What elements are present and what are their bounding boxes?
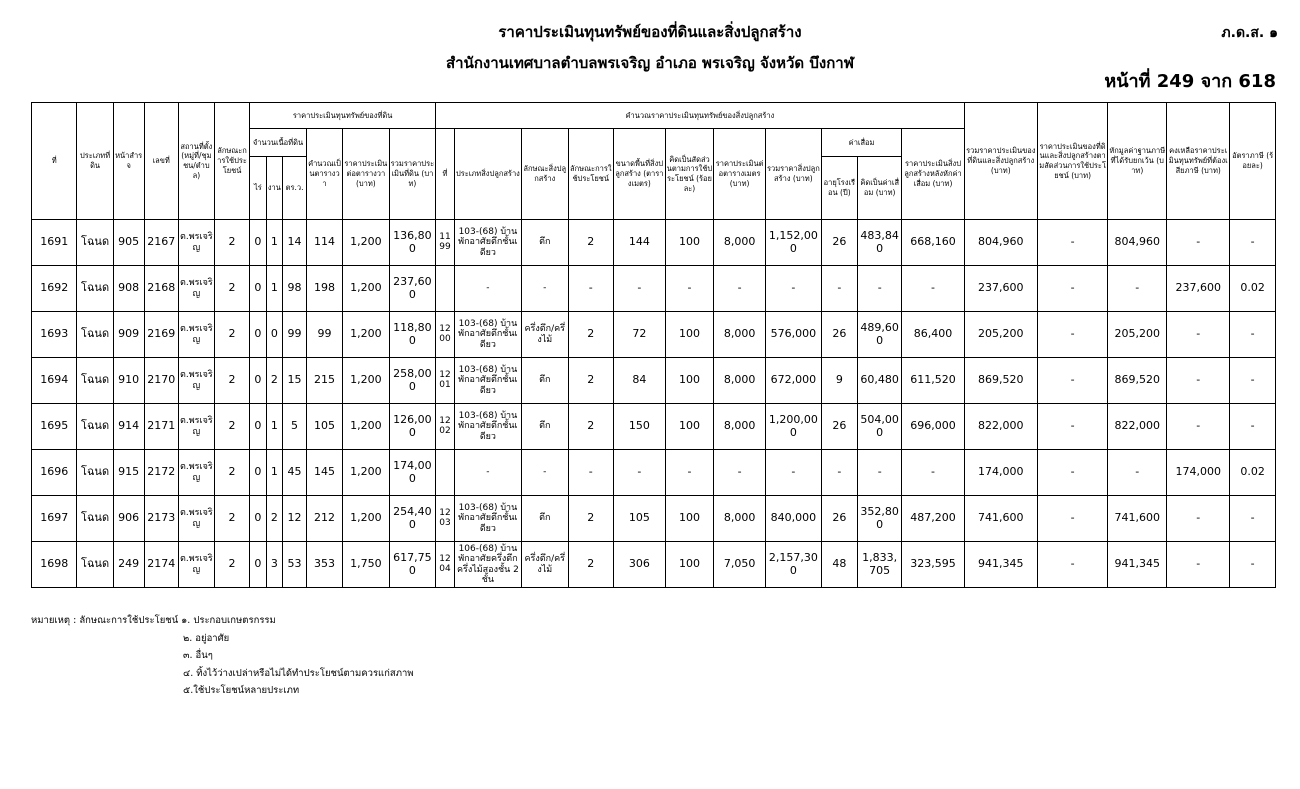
table-row [32, 450, 1276, 496]
cell-rate: - [1230, 312, 1276, 358]
cell-b-no: 1204 [436, 542, 455, 588]
cell-rai: 0 [250, 450, 267, 496]
form-code: ภ.ด.ส. ๑ [1221, 25, 1278, 41]
cell-calc: 114 [306, 220, 342, 266]
cell-b-no: 1201 [436, 358, 455, 404]
cell-b-usage: 2 [568, 220, 613, 266]
cell-usage: 2 [214, 404, 249, 450]
col-b-type: ประเภทสิ่งปลูกสร้าง [454, 129, 521, 220]
cell-b-type: - [454, 450, 521, 496]
cell-by-usage: - [1037, 496, 1107, 542]
cell-b-type: 103-(68) บ้านพักอาศัยตึกชั้นเดียว [454, 496, 521, 542]
cell-ngan: 1 [266, 220, 283, 266]
col-b-age: อายุโรงเรือน (ปี) [821, 157, 857, 220]
cell-b-total: 672,000 [765, 358, 821, 404]
cell-no: 1691 [32, 220, 77, 266]
cell-by-usage: - [1037, 312, 1107, 358]
cell-calc: 353 [306, 542, 342, 588]
cell-calc: 105 [306, 404, 342, 450]
cell-b-type: 106-(68) บ้านพักอาศัยครึ่งตึกครึ่งไม้สองชั้น 2ชั้น [454, 542, 521, 588]
cell-deduction: - [1108, 266, 1167, 312]
cell-page: 910 [113, 358, 144, 404]
col-page-survey: หน้าสำรจ [113, 103, 144, 220]
col-b-price-sqm: ราคาประเมินต่อตารางเมตร (บาท) [714, 129, 766, 220]
cell-b-after: - [902, 266, 964, 312]
cell-b-area: 84 [614, 358, 666, 404]
cell-b-usage: 2 [568, 496, 613, 542]
cell-b-after: 611,520 [902, 358, 964, 404]
col-b-after-dep: ราคาประเมินสิ่งปลูกสร้างหลังหักค่าเสื่อม (บาท) [902, 129, 964, 220]
cell-land-type: โฉนด [77, 450, 113, 496]
col-usage: ลักษณะการใช้ประโยชน์ [214, 103, 249, 220]
cell-b-area: 105 [614, 496, 666, 542]
cell-page: 905 [113, 220, 144, 266]
cell-b-area: - [614, 266, 666, 312]
cell-b-type: 103-(68) บ้านพักอาศัยตึกชั้นเดียว [454, 220, 521, 266]
cell-rate: - [1230, 496, 1276, 542]
notes-item: ๕.ใช้ประโยชน์หลายประเภท [183, 685, 300, 696]
cell-b-usage: 2 [568, 404, 613, 450]
cell-calc: 99 [306, 312, 342, 358]
cell-total: 941,345 [964, 542, 1037, 588]
cell-b-ratio: 100 [665, 496, 714, 542]
cell-b-usage: 2 [568, 542, 613, 588]
cell-land-total: 136,800 [389, 220, 436, 266]
cell-b-total: 840,000 [765, 496, 821, 542]
cell-b-age: - [821, 266, 857, 312]
cell-b-total: 576,000 [765, 312, 821, 358]
cell-b-no: 1199 [436, 220, 455, 266]
cell-ngan: 1 [266, 450, 283, 496]
cell-ngan: 0 [266, 312, 283, 358]
col-calc-sqwa: คำนวณเป็นตารางวา [306, 129, 342, 220]
cell-remaining: - [1167, 496, 1230, 542]
cell-sqwa: 45 [283, 450, 307, 496]
cell-remaining: - [1167, 404, 1230, 450]
cell-number: 2171 [144, 404, 178, 450]
cell-price: 1,200 [343, 266, 390, 312]
cell-sqwa: 99 [283, 312, 307, 358]
cell-b-dep: 60,480 [857, 358, 901, 404]
cell-b-price: 8,000 [714, 312, 766, 358]
col-b-total: รวมราคาสิ่งปลูกสร้าง (บาท) [765, 129, 821, 220]
cell-b-after: - [902, 450, 964, 496]
col-tax-rate: อัตราภาษี (ร้อยละ) [1230, 103, 1276, 220]
cell-rate: - [1230, 542, 1276, 588]
cell-b-age: 9 [821, 358, 857, 404]
cell-page: 914 [113, 404, 144, 450]
cell-number: 2172 [144, 450, 178, 496]
cell-b-dep: - [857, 450, 901, 496]
cell-b-dep: 483,840 [857, 220, 901, 266]
cell-b-after: 323,595 [902, 542, 964, 588]
cell-no: 1693 [32, 312, 77, 358]
cell-price: 1,200 [343, 358, 390, 404]
col-b-kind: ลักษณะสิ่งปลูกสร้าง [522, 129, 569, 220]
page-info: หน้าที่ 249 จาก 618 [1104, 71, 1276, 92]
table-row [32, 542, 1276, 588]
cell-usage: 2 [214, 312, 249, 358]
cell-b-price: - [714, 266, 766, 312]
cell-rate: - [1230, 220, 1276, 266]
cell-sqwa: 98 [283, 266, 307, 312]
cell-b-age: 26 [821, 404, 857, 450]
assessment-table [31, 102, 1276, 588]
table-row [32, 496, 1276, 542]
col-land-type: ประเภทที่ดิน [77, 103, 113, 220]
cell-deduction: 869,520 [1108, 358, 1167, 404]
col-no: ที่ [32, 103, 77, 220]
table-row [32, 220, 1276, 266]
cell-remaining: - [1167, 358, 1230, 404]
cell-b-kind: ตึก [522, 496, 569, 542]
cell-b-ratio: - [665, 450, 714, 496]
notes-item: ๓. อื่นๆ [183, 650, 213, 661]
cell-ngan: 1 [266, 404, 283, 450]
cell-b-kind: - [522, 450, 569, 496]
cell-b-ratio: - [665, 266, 714, 312]
cell-page: 909 [113, 312, 144, 358]
col-b-ratio: คิดเป็นสัดส่วนตามการใช้ประโยชน์ (ร้อยละ) [665, 129, 714, 220]
cell-b-age: 48 [821, 542, 857, 588]
cell-land-total: 118,800 [389, 312, 436, 358]
table-row [32, 266, 1276, 312]
cell-b-no [436, 266, 455, 312]
cell-by-usage: - [1037, 220, 1107, 266]
cell-b-area: 150 [614, 404, 666, 450]
cell-land-total: 237,600 [389, 266, 436, 312]
cell-b-kind: ตึก [522, 220, 569, 266]
cell-total: 174,000 [964, 450, 1037, 496]
cell-deduction: 822,000 [1108, 404, 1167, 450]
cell-rai: 0 [250, 404, 267, 450]
col-by-usage: ราคาประเมินของที่ดินและสิ่งปลูกสร้างตามสัดส่วนการใช้ประโยชน์ (บาท) [1037, 103, 1107, 220]
cell-location: ต.พรเจริญ [178, 266, 214, 312]
cell-by-usage: - [1037, 266, 1107, 312]
cell-b-dep: 1,833,705 [857, 542, 901, 588]
cell-price: 1,200 [343, 496, 390, 542]
cell-b-kind: ครึ่งตึก/ครึ่งไม้ [522, 542, 569, 588]
cell-sqwa: 15 [283, 358, 307, 404]
cell-by-usage: - [1037, 358, 1107, 404]
cell-deduction: 205,200 [1108, 312, 1167, 358]
cell-no: 1695 [32, 404, 77, 450]
cell-remaining: - [1167, 220, 1230, 266]
cell-rai: 0 [250, 312, 267, 358]
cell-rate: - [1230, 358, 1276, 404]
cell-by-usage: - [1037, 404, 1107, 450]
cell-remaining: - [1167, 542, 1230, 588]
cell-land-type: โฉนด [77, 266, 113, 312]
cell-b-after: 696,000 [902, 404, 964, 450]
cell-location: ต.พรเจริญ [178, 404, 214, 450]
cell-b-after: 668,160 [902, 220, 964, 266]
col-number: เลขที่ [144, 103, 178, 220]
report-title: ราคาประเมินทุนทรัพย์ของที่ดินและสิ่งปลูกสร้าง [498, 23, 802, 41]
notes-label: หมายเหตุ : ลักษณะการใช้ประโยชน์ [31, 615, 179, 626]
cell-b-price: 8,000 [714, 404, 766, 450]
cell-location: ต.พรเจริญ [178, 312, 214, 358]
cell-no: 1694 [32, 358, 77, 404]
cell-b-ratio: 100 [665, 312, 714, 358]
cell-no: 1697 [32, 496, 77, 542]
cell-total: 741,600 [964, 496, 1037, 542]
cell-land-type: โฉนด [77, 496, 113, 542]
cell-rai: 0 [250, 358, 267, 404]
cell-number: 2174 [144, 542, 178, 588]
cell-total: 869,520 [964, 358, 1037, 404]
cell-b-age: 26 [821, 312, 857, 358]
cell-total: 822,000 [964, 404, 1037, 450]
cell-land-total: 254,400 [389, 496, 436, 542]
cell-price: 1,200 [343, 404, 390, 450]
col-group-area: จำนวนเนื้อที่ดิน [250, 129, 307, 157]
cell-b-no: 1202 [436, 404, 455, 450]
cell-b-area: 144 [614, 220, 666, 266]
table-body [32, 220, 1276, 588]
cell-no: 1692 [32, 266, 77, 312]
col-b-dep: คิดเป็นค่าเสื่อม (บาท) [857, 157, 901, 220]
cell-number: 2167 [144, 220, 178, 266]
cell-b-usage: - [568, 450, 613, 496]
cell-b-area: - [614, 450, 666, 496]
cell-sqwa: 5 [283, 404, 307, 450]
cell-deduction: 804,960 [1108, 220, 1167, 266]
cell-land-type: โฉนด [77, 220, 113, 266]
cell-b-dep: - [857, 266, 901, 312]
cell-page: 908 [113, 266, 144, 312]
cell-price: 1,200 [343, 312, 390, 358]
col-land-total: รวมราคาประเมินที่ดิน (บาท) [389, 129, 436, 220]
col-price-per-sqwa: ราคาประเมินต่อตารางวา (บาท) [343, 129, 390, 220]
cell-location: ต.พรเจริญ [178, 496, 214, 542]
cell-b-type: - [454, 266, 521, 312]
cell-page: 249 [113, 542, 144, 588]
col-group-depreciation: ค่าเสื่อม [821, 129, 902, 157]
cell-b-price: 8,000 [714, 358, 766, 404]
cell-price: 1,200 [343, 450, 390, 496]
cell-b-area: 72 [614, 312, 666, 358]
cell-no: 1698 [32, 542, 77, 588]
cell-b-kind: ตึก [522, 358, 569, 404]
cell-deduction: - [1108, 450, 1167, 496]
cell-land-total: 126,000 [389, 404, 436, 450]
cell-usage: 2 [214, 220, 249, 266]
col-ngan: งาน [266, 157, 283, 220]
cell-page: 906 [113, 496, 144, 542]
cell-calc: 198 [306, 266, 342, 312]
cell-b-kind: ครึ่งตึก/ครึ่งไม้ [522, 312, 569, 358]
cell-b-ratio: 100 [665, 220, 714, 266]
cell-usage: 2 [214, 450, 249, 496]
cell-usage: 2 [214, 496, 249, 542]
notes-item: ๔. ทิ้งไว้ว่างเปล่าหรือไม่ได้ทำประโยชน์ตามควรแก่สภาพ [183, 667, 414, 679]
cell-deduction: 941,345 [1108, 542, 1167, 588]
cell-ngan: 2 [266, 496, 283, 542]
table-row [32, 404, 1276, 450]
cell-location: ต.พรเจริญ [178, 450, 214, 496]
col-rai: ไร่ [250, 157, 267, 220]
col-sqwa: ตร.ว. [283, 157, 307, 220]
cell-b-usage: 2 [568, 312, 613, 358]
notes-item: ๑. ประกอบเกษตรกรรม [181, 615, 276, 626]
cell-b-total: - [765, 450, 821, 496]
cell-total: 205,200 [964, 312, 1037, 358]
cell-rate: - [1230, 404, 1276, 450]
cell-usage: 2 [214, 542, 249, 588]
cell-b-age: 26 [821, 220, 857, 266]
cell-remaining: - [1167, 312, 1230, 358]
cell-number: 2168 [144, 266, 178, 312]
cell-location: ต.พรเจริญ [178, 220, 214, 266]
col-b-usage: ลักษณะการใช้ประโยชน์ [568, 129, 613, 220]
cell-ngan: 3 [266, 542, 283, 588]
cell-calc: 215 [306, 358, 342, 404]
cell-b-total: 1,152,000 [765, 220, 821, 266]
cell-b-price: - [714, 450, 766, 496]
cell-b-price: 8,000 [714, 220, 766, 266]
cell-price: 1,750 [343, 542, 390, 588]
cell-no: 1696 [32, 450, 77, 496]
cell-by-usage: - [1037, 542, 1107, 588]
notes-section [31, 612, 414, 700]
cell-b-area: 306 [614, 542, 666, 588]
cell-number: 2173 [144, 496, 178, 542]
report-subtitle: สำนักงานเทศบาลตำบลพรเจริญ อำเภอ พรเจริญ จังหวัด บึงกาฬ [446, 54, 854, 72]
cell-b-kind: ตึก [522, 404, 569, 450]
cell-number: 2169 [144, 312, 178, 358]
cell-usage: 2 [214, 358, 249, 404]
table-row [32, 312, 1276, 358]
cell-usage: 2 [214, 266, 249, 312]
cell-b-total: 1,200,000 [765, 404, 821, 450]
cell-land-total: 174,000 [389, 450, 436, 496]
cell-rai: 0 [250, 220, 267, 266]
cell-b-no: 1203 [436, 496, 455, 542]
cell-b-age: - [821, 450, 857, 496]
cell-b-type: 103-(68) บ้านพักอาศัยตึกชั้นเดียว [454, 404, 521, 450]
cell-land-type: โฉนด [77, 542, 113, 588]
cell-land-type: โฉนด [77, 312, 113, 358]
cell-page: 915 [113, 450, 144, 496]
cell-rai: 0 [250, 496, 267, 542]
cell-b-type: 103-(68) บ้านพักอาศัยตึกชั้นเดียว [454, 312, 521, 358]
cell-b-ratio: 100 [665, 542, 714, 588]
cell-land-total: 258,000 [389, 358, 436, 404]
col-group-land: ราคาประเมินทุนทรัพย์ของที่ดิน [250, 103, 436, 129]
cell-land-type: โฉนด [77, 358, 113, 404]
cell-land-type: โฉนด [77, 404, 113, 450]
cell-rate: 0.02 [1230, 450, 1276, 496]
cell-b-no: 1200 [436, 312, 455, 358]
cell-b-dep: 489,600 [857, 312, 901, 358]
cell-b-usage: 2 [568, 358, 613, 404]
cell-ngan: 1 [266, 266, 283, 312]
cell-sqwa: 53 [283, 542, 307, 588]
cell-rai: 0 [250, 266, 267, 312]
cell-by-usage: - [1037, 450, 1107, 496]
col-group-building: คำนวณราคาประเมินทุนทรัพย์ของสิ่งปลูกสร้าง [436, 103, 964, 129]
cell-b-dep: 504,000 [857, 404, 901, 450]
cell-b-price: 7,050 [714, 542, 766, 588]
cell-remaining: 174,000 [1167, 450, 1230, 496]
col-location: สถานที่ตั้ง(หมู่ที่/ชุมชน/ตำบล) [178, 103, 214, 220]
table-row [32, 358, 1276, 404]
cell-deduction: 741,600 [1108, 496, 1167, 542]
cell-calc: 145 [306, 450, 342, 496]
cell-location: ต.พรเจริญ [178, 542, 214, 588]
cell-location: ต.พรเจริญ [178, 358, 214, 404]
cell-b-usage: - [568, 266, 613, 312]
col-b-no: ที่ [436, 129, 455, 220]
cell-b-after: 86,400 [902, 312, 964, 358]
cell-remaining: 237,600 [1167, 266, 1230, 312]
col-deduction: หักมูลค่าฐานภาษีที่ได้รับยกเว้น (บาท) [1108, 103, 1167, 220]
cell-b-dep: 352,800 [857, 496, 901, 542]
cell-calc: 212 [306, 496, 342, 542]
cell-number: 2170 [144, 358, 178, 404]
col-remaining: คงเหลือราคาประเมินทุนทรัพย์ที่ต้องเสียภาษี (บาท) [1167, 103, 1230, 220]
cell-b-kind: - [522, 266, 569, 312]
col-total-land-building: รวมราคาประเมินของที่ดินและสิ่งปลูกสร้าง (บาท) [964, 103, 1037, 220]
cell-ngan: 2 [266, 358, 283, 404]
cell-b-ratio: 100 [665, 404, 714, 450]
cell-rai: 0 [250, 542, 267, 588]
cell-land-total: 617,750 [389, 542, 436, 588]
cell-sqwa: 14 [283, 220, 307, 266]
cell-b-ratio: 100 [665, 358, 714, 404]
cell-b-age: 26 [821, 496, 857, 542]
cell-total: 237,600 [964, 266, 1037, 312]
cell-rate: 0.02 [1230, 266, 1276, 312]
cell-b-after: 487,200 [902, 496, 964, 542]
cell-total: 804,960 [964, 220, 1037, 266]
cell-sqwa: 12 [283, 496, 307, 542]
cell-b-total: - [765, 266, 821, 312]
cell-price: 1,200 [343, 220, 390, 266]
cell-b-no [436, 450, 455, 496]
cell-b-total: 2,157,300 [765, 542, 821, 588]
notes-item: ๒. อยู่อาศัย [183, 632, 230, 644]
cell-b-price: 8,000 [714, 496, 766, 542]
notes-line [31, 612, 414, 630]
cell-b-type: 103-(68) บ้านพักอาศัยตึกชั้นเดียว [454, 358, 521, 404]
col-b-area: ขนาดพื้นที่สิ่งปลูกสร้าง (ตารางเมตร) [614, 129, 666, 220]
